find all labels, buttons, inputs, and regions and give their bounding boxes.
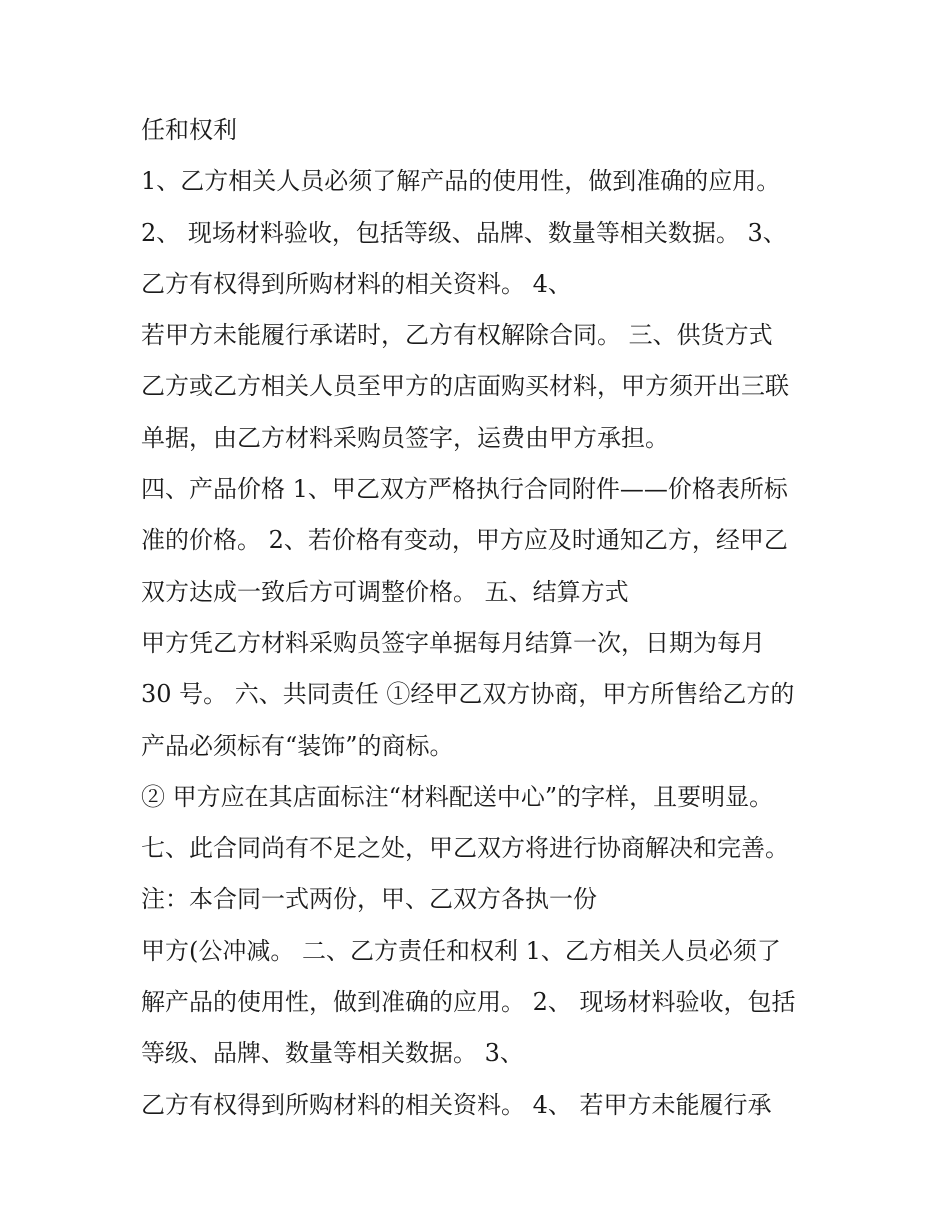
text-line: 注：本合同一式两份，甲、乙双方各执一份 bbox=[141, 885, 597, 914]
text-line: 等级、品牌、数量等相关数据。 3、 bbox=[141, 1039, 524, 1068]
text-line: 1、乙方相关人员必须了解产品的使用性，做到准确的应用。 bbox=[141, 167, 781, 196]
text-line: 解产品的使用性，做到准确的应用。 2、 现场材料验收，包括 bbox=[141, 988, 796, 1017]
text-line: 乙方有权得到所购材料的相关资料。 4、 bbox=[141, 269, 572, 298]
text-line: 乙方或乙方相关人员至甲方的店面购买材料，甲方须开出三联 bbox=[141, 372, 789, 401]
text-line: 30 号。 六、共同责任 ①经甲乙双方协商，甲方所售给乙方的 bbox=[141, 680, 795, 709]
text-line: 准的价格。 2、若价格有变动，甲方应及时通知乙方，经甲乙 bbox=[141, 526, 788, 555]
text-line: 若甲方未能履行承诺时，乙方有权解除合同。 三、供货方式 bbox=[141, 321, 773, 350]
text-line: 双方达成一致后方可调整价格。 五、结算方式 bbox=[141, 577, 629, 606]
text-line: 产品必须标有“装饰”的商标。 bbox=[141, 731, 454, 760]
text-line: 2、 现场材料验收，包括等级、品牌、数量等相关数据。 3、 bbox=[141, 218, 787, 247]
text-line: 七、此合同尚有不足之处，甲乙双方将进行协商解决和完善。 bbox=[141, 834, 789, 863]
text-line: 甲方(公冲减。 二、乙方责任和权利 1、乙方相关人员必须了 bbox=[141, 936, 781, 965]
text-line: 任和权利 bbox=[141, 116, 237, 144]
text-line: 乙方有权得到所购材料的相关资料。 4、 若甲方未能履行承 bbox=[141, 1090, 772, 1119]
text-line: 单据，由乙方材料采购员签字，运费由甲方承担。 bbox=[141, 423, 669, 452]
text-line: ② 甲方应在其店面标注“材料配送中心”的字样，且要明显。 bbox=[141, 782, 774, 811]
contract-text bbox=[141, 108, 821, 1134]
text-line: 四、产品价格 1、甲乙双方严格执行合同附件——价格表所标 bbox=[141, 475, 788, 504]
text-line: 甲方凭乙方材料采购员签字单据每月结算一次，日期为每月 bbox=[141, 628, 765, 657]
